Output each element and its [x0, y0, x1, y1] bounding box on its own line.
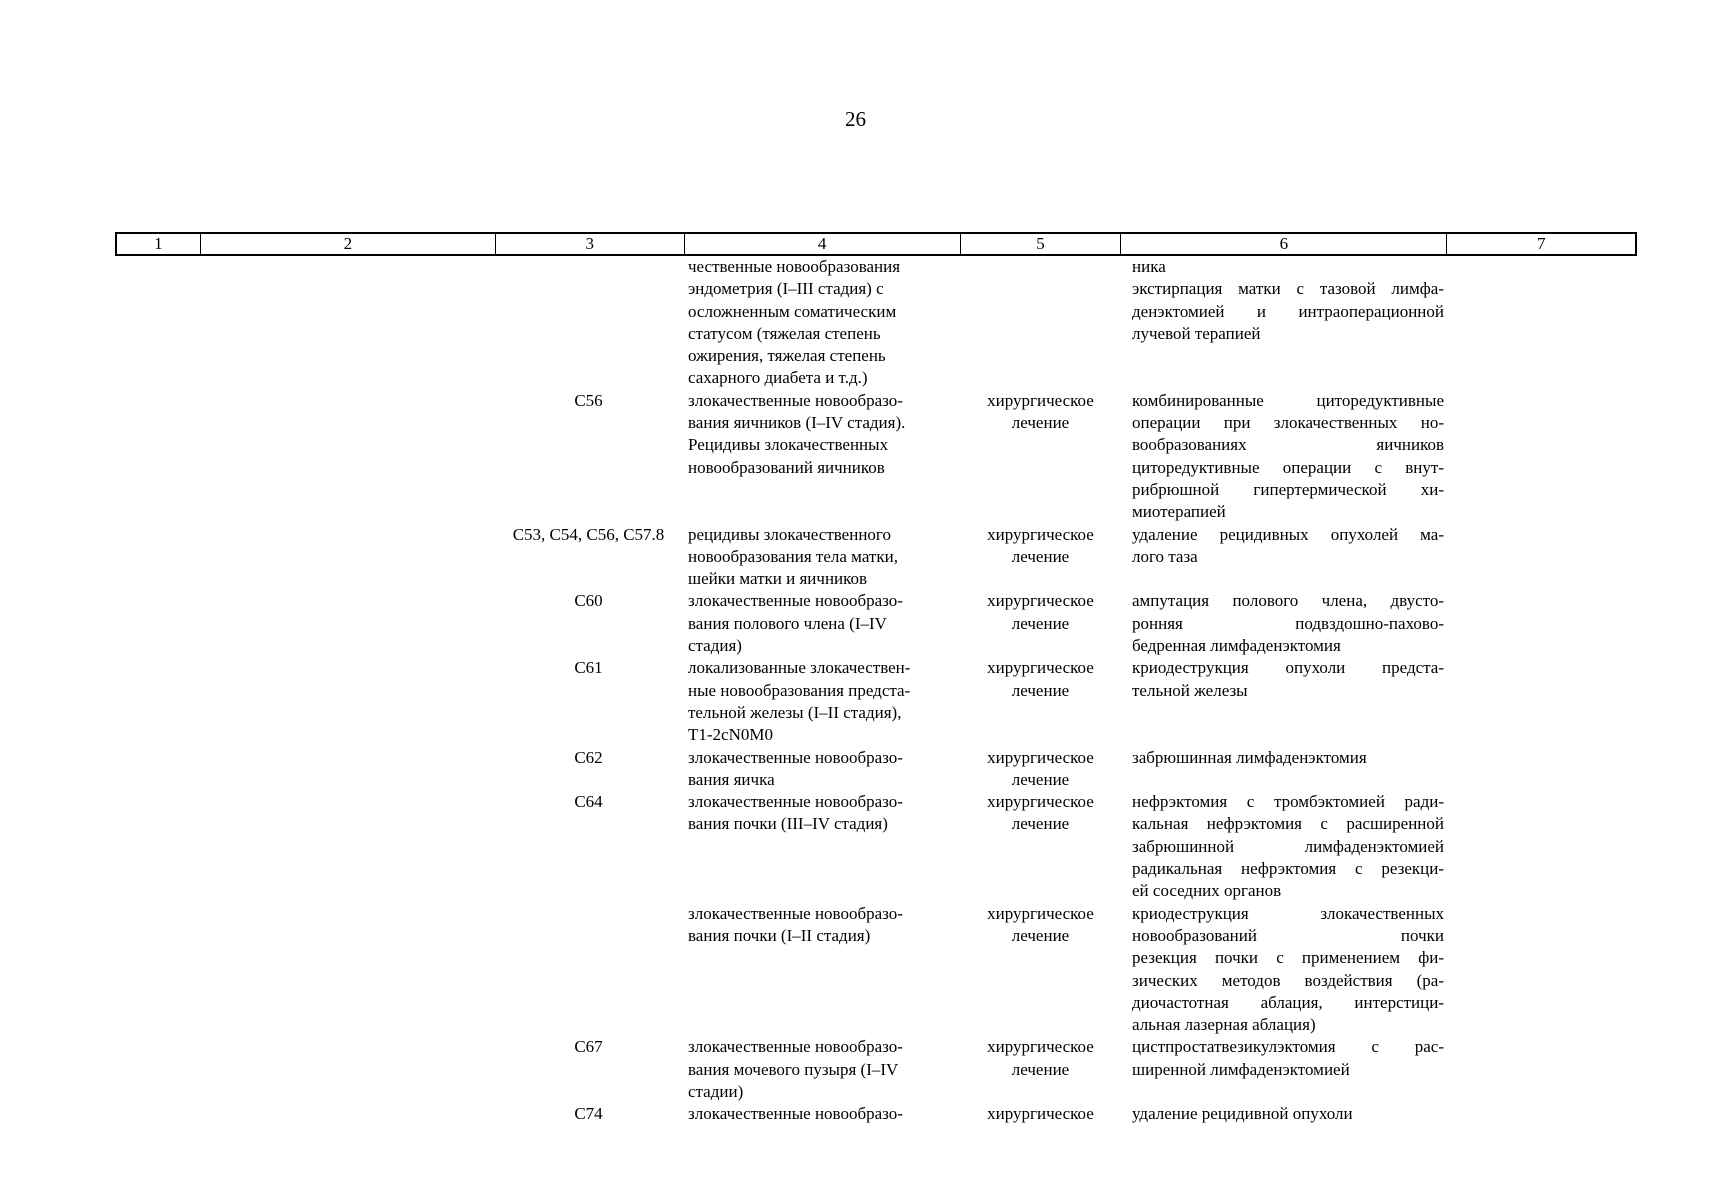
- icd-code: C64: [574, 792, 603, 812]
- table-row: [115, 256, 1637, 390]
- cell-treatment-method: [1121, 657, 1448, 702]
- method-line: миотерапией: [1132, 502, 1226, 522]
- method-line: нефрэктомия с тромбэктомией ради-: [1132, 792, 1444, 812]
- treatment-line: лечение: [1011, 613, 1070, 633]
- treatment-line: лечение: [1011, 546, 1070, 566]
- icd-code: C60: [574, 591, 603, 611]
- method-line: циторедуктивные операции с внут-: [1132, 457, 1444, 477]
- method-line: диочастотная аблация, интерстици-: [1132, 992, 1444, 1012]
- diagnosis-line: новообразования тела матки,: [688, 546, 898, 566]
- diagnosis-line: новообразований яичников: [688, 457, 885, 477]
- cell-icd-code: [494, 791, 683, 813]
- table-row: [115, 1036, 1637, 1103]
- diagnosis-line: эндометрия (I–III стадия) с: [688, 279, 884, 299]
- table-row: [115, 390, 1637, 524]
- method-line: резекция почки с применением фи-: [1132, 948, 1444, 968]
- diagnosis-line: вания почки (III–IV стадия): [688, 814, 888, 834]
- column-header-2: 2: [200, 234, 495, 254]
- method-line: вообразованиях яичников: [1132, 435, 1444, 455]
- cell-treatment-method: [1121, 524, 1448, 569]
- icd-code: C74: [574, 1104, 603, 1124]
- cell-diagnosis: [683, 256, 960, 390]
- cell-treatment-type: [960, 903, 1121, 948]
- cell-treatment-method: [1121, 256, 1448, 345]
- diagnosis-line: статусом (тяжелая степень: [688, 323, 881, 343]
- method-line: удаление рецидивной опухоли: [1132, 1104, 1353, 1124]
- method-line: криодеструкция злокачественных: [1132, 903, 1444, 923]
- treatment-line: хирургическое: [987, 591, 1094, 611]
- table-body: [115, 256, 1637, 1126]
- treatment-line: хирургическое: [987, 747, 1094, 767]
- diagnosis-line: злокачественные новообразо-: [688, 591, 903, 611]
- method-line: новообразований почки: [1132, 925, 1444, 945]
- method-line: рибрюшной гипертермической хи-: [1132, 479, 1444, 499]
- cell-treatment-type: [960, 747, 1121, 792]
- diagnosis-line: чественные новообразования: [688, 257, 901, 276]
- table-row: [115, 524, 1637, 591]
- cell-diagnosis: [683, 1036, 960, 1103]
- table-row: [115, 1103, 1637, 1125]
- column-header-3: 3: [495, 234, 684, 254]
- cell-icd-code: [494, 524, 683, 546]
- cell-diagnosis: [683, 524, 960, 591]
- icd-code: C53, C54, C56, C57.8: [512, 524, 665, 544]
- diagnosis-line: ные новообразования предста-: [688, 680, 911, 700]
- cell-treatment-type: [960, 1103, 1121, 1125]
- diagnosis-line: вания почки (I–II стадия): [688, 925, 871, 945]
- method-line: зических методов воздействия (ра-: [1132, 970, 1444, 990]
- diagnosis-line: вания яичников (I–IV стадия).: [688, 413, 906, 433]
- column-header-1: 1: [154, 234, 163, 253]
- table-row: [115, 747, 1637, 792]
- diagnosis-line: злокачественные новообразо-: [688, 1037, 903, 1057]
- cell-icd-code: [494, 1103, 683, 1125]
- treatment-line: лечение: [1011, 413, 1070, 433]
- diagnosis-line: злокачественные новообразо-: [688, 792, 903, 812]
- column-header-4: 4: [684, 234, 960, 254]
- cell-icd-code: [494, 390, 683, 412]
- icd-code: C62: [574, 747, 603, 767]
- cell-treatment-type: [960, 590, 1121, 635]
- treatment-line: лечение: [1011, 680, 1070, 700]
- cell-treatment-method: [1121, 747, 1448, 769]
- method-line: радикальная нефрэктомия с резекци-: [1132, 859, 1444, 879]
- cell-treatment-method: [1121, 1103, 1448, 1125]
- diagnosis-line: тельной железы (I–II стадия),: [688, 702, 902, 722]
- cell-treatment-method: [1121, 903, 1448, 1037]
- diagnosis-line: рецидивы злокачественного: [688, 524, 891, 544]
- diagnosis-line: вания мочевого пузыря (I–IV: [688, 1059, 899, 1079]
- cell-treatment-type: [960, 524, 1121, 569]
- method-line: ника: [1132, 257, 1166, 276]
- method-line: экстирпация матки с тазовой лимфа-: [1132, 279, 1444, 299]
- diagnosis-line: T1-2cN0M0: [688, 725, 773, 745]
- table-row: [115, 903, 1637, 1037]
- diagnosis-line: стадия): [688, 636, 742, 656]
- cell-diagnosis: [683, 590, 960, 657]
- diagnosis-line: вания яичка: [688, 769, 775, 789]
- table-row: [115, 657, 1637, 746]
- method-line: тельной железы: [1132, 680, 1248, 700]
- method-line: цистпростатвезикулэктомия с рас-: [1132, 1037, 1444, 1057]
- treatment-line: хирургическое: [987, 792, 1094, 812]
- treatment-line: лечение: [1011, 769, 1070, 789]
- cell-icd-code: [494, 747, 683, 769]
- method-line: забрюшинной лимфаденэктомией: [1132, 836, 1444, 856]
- cell-diagnosis: [683, 1103, 960, 1125]
- diagnosis-line: злокачественные новообразо-: [688, 903, 903, 923]
- cell-treatment-type: [960, 791, 1121, 836]
- cell-icd-code: [494, 657, 683, 679]
- treatment-line: хирургическое: [987, 1104, 1094, 1124]
- diagnosis-line: локализованные злокачествен-: [688, 658, 911, 678]
- icd-code: C56: [574, 390, 603, 410]
- cell-treatment-method: [1121, 791, 1448, 902]
- diagnosis-line: злокачественные новообразо-: [688, 1104, 903, 1124]
- column-header-6: 6: [1120, 234, 1446, 254]
- diagnosis-line: злокачественные новообразо-: [688, 747, 903, 767]
- diagnosis-line: стадии): [688, 1081, 744, 1101]
- method-line: ширенной лимфаденэктомией: [1132, 1059, 1350, 1079]
- method-line: денэктомией и интраоперационной: [1132, 301, 1444, 321]
- method-line: ронняя подвздошно-пахово-: [1132, 613, 1444, 633]
- diagnosis-line: вания полового члена (I–IV: [688, 613, 887, 633]
- treatment-line: хирургическое: [987, 903, 1094, 923]
- cell-treatment-type: [960, 390, 1121, 435]
- cell-diagnosis: [683, 747, 960, 792]
- table-row: [115, 590, 1637, 657]
- treatment-line: хирургическое: [987, 1037, 1094, 1057]
- method-line: комбинированные циторедуктивные: [1132, 390, 1444, 410]
- diagnosis-line: ожирения, тяжелая степень: [688, 346, 886, 366]
- diagnosis-line: злокачественные новообразо-: [688, 390, 903, 410]
- diagnosis-line: Рецидивы злокачественных: [688, 435, 889, 455]
- method-line: лого таза: [1132, 546, 1198, 566]
- method-line: лучевой терапией: [1132, 323, 1261, 343]
- method-line: ей соседних органов: [1132, 881, 1282, 901]
- cell-treatment-method: [1121, 390, 1448, 524]
- table-row: [115, 791, 1637, 902]
- diagnosis-line: осложненным соматическим: [688, 301, 897, 321]
- method-line: бедренная лимфаденэктомия: [1132, 636, 1341, 656]
- page-number: 26: [845, 107, 866, 131]
- method-line: ампутация полового члена, двусто-: [1132, 591, 1444, 611]
- method-line: криодеструкция опухоли предста-: [1132, 658, 1444, 678]
- method-line: кальная нефрэктомия с расширенной: [1132, 814, 1444, 834]
- treatment-table: [115, 232, 1637, 1126]
- method-line: операции при злокачественных но-: [1132, 413, 1444, 433]
- table-header-row: [115, 232, 1637, 256]
- cell-treatment-method: [1121, 1036, 1448, 1081]
- cell-treatment-type: [960, 657, 1121, 702]
- cell-icd-code: [494, 1036, 683, 1058]
- diagnosis-line: сахарного диабета и т.д.): [688, 368, 868, 388]
- cell-treatment-method: [1121, 590, 1448, 657]
- icd-code: C67: [574, 1037, 603, 1057]
- method-line: альная лазерная аблация): [1132, 1015, 1316, 1035]
- column-header-5: 5: [960, 234, 1121, 254]
- cell-treatment-type: [960, 1036, 1121, 1081]
- treatment-line: хирургическое: [987, 390, 1094, 410]
- treatment-line: хирургическое: [987, 658, 1094, 678]
- icd-code: C61: [574, 658, 603, 678]
- diagnosis-line: шейки матки и яичников: [688, 569, 868, 589]
- treatment-line: лечение: [1011, 814, 1070, 834]
- cell-diagnosis: [683, 791, 960, 836]
- method-line: удаление рецидивных опухолей ма-: [1132, 524, 1444, 544]
- method-line: забрюшинная лимфаденэктомия: [1132, 747, 1367, 767]
- treatment-line: лечение: [1011, 925, 1070, 945]
- cell-diagnosis: [683, 903, 960, 948]
- treatment-line: хирургическое: [987, 524, 1094, 544]
- treatment-line: лечение: [1011, 1059, 1070, 1079]
- cell-icd-code: [494, 590, 683, 612]
- column-header-7: 7: [1446, 234, 1635, 254]
- cell-diagnosis: [683, 657, 960, 746]
- cell-diagnosis: [683, 390, 960, 479]
